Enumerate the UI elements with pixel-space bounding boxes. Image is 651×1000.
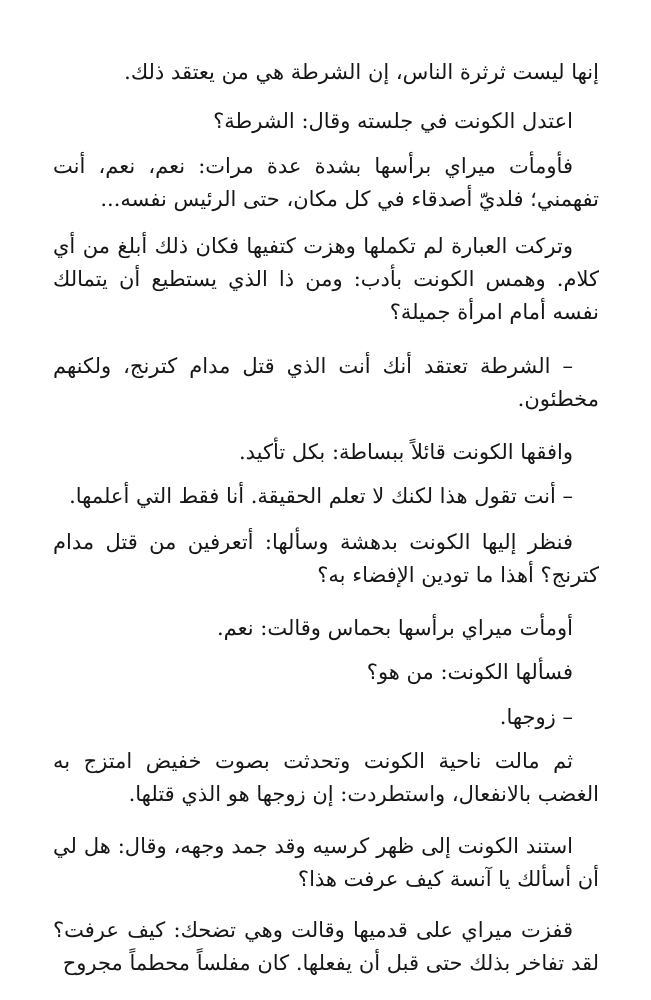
paragraph-11: – زوجها.	[499, 705, 573, 729]
paragraph-10: فسألها الكونت: من هو؟	[366, 660, 573, 684]
paragraph-13: استند الكونت إلى ظهر كرسيه وقد جمد وجهه، وقال: هل لي أن أسألك يا آنسة كيف عرفت هذا؟	[53, 834, 599, 891]
paragraph-05: – الشرطة تعتقد أنك أنت الذي قتل مدام كترنج، ولكنهم مخطئون.	[53, 354, 599, 411]
paragraph-02: اعتدل الكونت في جلسته وقال: الشرطة؟	[213, 109, 573, 133]
paragraph-14: قفزت ميراي على قدميها وقالت وهي تضحك: كيف عرفت؟ لقد تفاخر بذلك حتى قبل أن يفعلها. كان مفلساً محطماً مجروح	[53, 918, 599, 975]
paragraph-12: ثم مالت ناحية الكونت وتحدثت بصوت خفيض امتزج به الغضب بالانفعال، واستطردت: إن زوجها هو الذي قتلها.	[53, 749, 599, 806]
paragraph-03: فأومأت ميراي برأسها بشدة عدة مرات: نعم، نعم، أنت تفهمني؛ فلديّ أصدقاء في كل مكان، حتى الرئيس نفسه...	[53, 154, 599, 211]
paragraph-09: أومأت ميراي برأسها بحماس وقالت: نعم.	[216, 616, 573, 640]
paragraph-01: إنها ليست ثرثرة الناس، إن الشرطة هي من يعتقد ذلك.	[124, 60, 599, 84]
paragraph-04: وتركت العبارة لم تكملها وهزت كتفيها فكان ذلك أبلغ من أي كلام. وهمس الكونت بأدب: ومن ذا الذي يستطيع أن يتمالك نفسه أمام امرأة جميلة؟	[53, 234, 599, 324]
paragraph-06: وافقها الكونت قائلاً ببساطة: بكل تأكيد.	[238, 440, 573, 464]
paragraph-07: – أنت تقول هذا لكنك لا تعلم الحقيقة. أنا فقط التي أعلمها.	[69, 484, 573, 508]
paragraph-08: فنظر إليها الكونت بدهشة وسألها: أتعرفين من قتل مدام كترنج؟ أهذا ما تودين الإفضاء به؟	[53, 530, 599, 587]
